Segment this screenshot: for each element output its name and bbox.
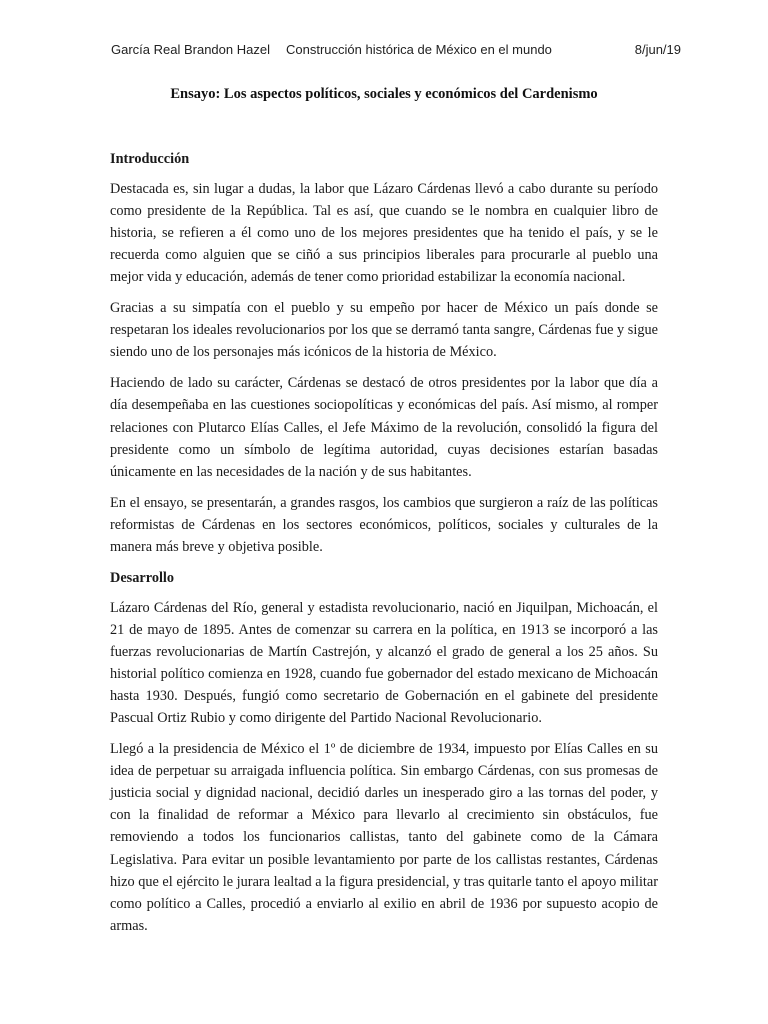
paragraph: En el ensayo, se presentarán, a grandes rasgos, los cambios que surgieron a raíz de las políticas reformistas de Cárdenas en los sectores económicos, políticos, sociales y culturales de la manera más breve y objetiva posible. [110, 494, 658, 555]
section-heading-intro: Introducción [110, 151, 190, 167]
header-course: Construcción histórica de México en el mundo [286, 42, 552, 57]
paragraph: Destacada es, sin lugar a dudas, la labor que Lázaro Cárdenas llevó a cabo durante su período como presidente de la República. Tal es así, que cuando se le nombra en cualquier libro de historia, se refieren a él como uno de los mejores presidentes que ha tenido el país, y se le recuerda como alguien que se ciñó a sus principios liberales para procurarle al pueblo una mejor vida y educación, además de tener como prioridad estabilizar la economía nacional. [110, 181, 658, 286]
header-date: 8/jun/19 [634, 42, 681, 57]
essay-title: Ensayo: Los aspectos políticos, sociales y económicos del Cardenismo [170, 86, 598, 102]
section-heading-development: Desarrollo [110, 569, 175, 586]
essay-body [110, 148, 658, 946]
paragraph: Llegó a la presidencia de México el 1º de diciembre de 1934, impuesto por Elías Calles en su idea de perpetuar su arraigada influencia política. Sin embargo Cárdenas, con sus promesas de justicia social y dignidad nacional, decidió darles un inesperado giro a las tornas del poder, y con la finalidad de reformar a México para llevarlo al crecimiento sin obstáculos, fue removiendo a todos los funcionarios callistas, tanto del gabinete como de la Cámara Legislativa. Para evitar un posible levantamiento por parte de los callistas restantes, Cárdenas hizo que el ejército le jurara lealtad a la figura presidencial, y tras quitarle tanto el apoyo militar como político a Calles, procedió a enviarlo al exilio en abril de 1936 por supuesto acopio de armas. [110, 741, 658, 934]
page-header [111, 42, 681, 62]
paragraph: Lázaro Cárdenas del Río, general y estadista revolucionario, nació en Jiquilpan, Michoacán, el 21 de mayo de 1895. Antes de comenzar su carrera en la política, en 1913 se incorporó a las fuerzas revolucionarias de Martín Castrejón, y alcanzó el grado de general a los 25 años. Su historial político comienza en 1928, cuando fue gobernador del estado mexicano de Michoacán hasta 1930. Después, fungió como secretario de Gobernación en el gabinete del presidente Pascual Ortiz Rubio y como dirigente del Partido Nacional Revolucionario. [110, 599, 658, 727]
paragraph: Gracias a su simpatía con el pueblo y su empeño por hacer de México un país donde se respetaran los ideales revolucionarios por los que se derramó tanta sangre, Cárdenas fue y sigue siendo uno de los personajes más icónicos de la historia de México. [110, 300, 658, 361]
paragraph: Haciendo de lado su carácter, Cárdenas se destacó de otros presidentes por la labor que día a día desempeñaba en las cuestiones sociopolíticas y económicas del país. Así mismo, al romper relaciones con Plutarco Elías Calles, el Jefe Máximo de la revolución, consolidó la figura del presidente como un símbolo de legítima autoridad, cuyas decisiones estarían basadas únicamente en las necesidades de la nación y de sus habitantes. [110, 375, 658, 480]
header-author: García Real Brandon Hazel [111, 42, 270, 57]
